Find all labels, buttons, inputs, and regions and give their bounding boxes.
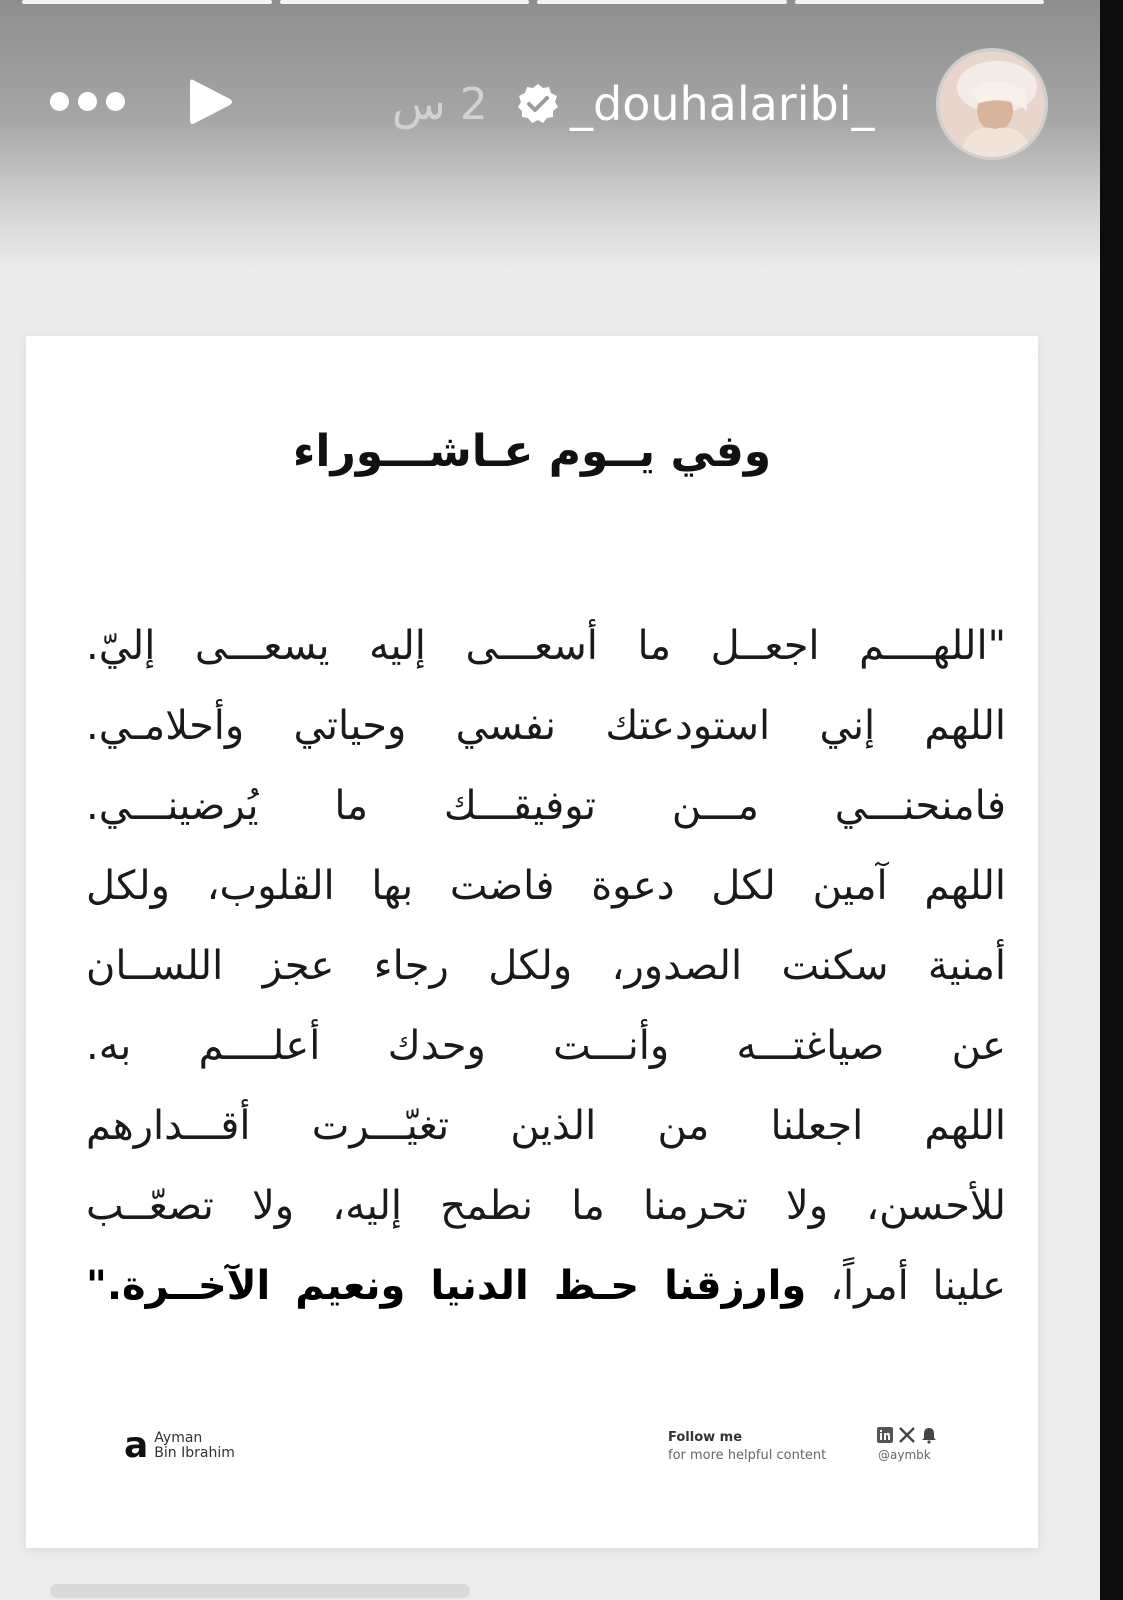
- play-icon[interactable]: [186, 76, 236, 128]
- more-dots-icon[interactable]: [50, 86, 130, 116]
- brand-name-last: Bin Ibrahim: [154, 1445, 235, 1461]
- linkedin-icon: [876, 1426, 894, 1444]
- bell-icon: [920, 1426, 938, 1444]
- story-header: [0, 40, 1100, 160]
- card-title: وفي يــوم عـاشـــوراء: [292, 426, 772, 477]
- text-line: عن صياغتـــه وأنـــت وحدك أعلــــم به.: [86, 1023, 1006, 1069]
- screen-edge: [1100, 0, 1123, 1600]
- social-handle: @aymbk: [878, 1448, 931, 1462]
- brand-name-first: Ayman: [154, 1430, 203, 1446]
- follow-title: Follow me: [668, 1430, 743, 1445]
- prayer-text: [86, 606, 1006, 1326]
- follow-block: [656, 1430, 966, 1476]
- progress-segment: [795, 0, 1045, 4]
- progress-segment: [22, 0, 272, 4]
- social-icons: [876, 1426, 938, 1444]
- story-progress-bar: [22, 0, 1044, 6]
- follow-subtitle: for more helpful content: [668, 1448, 827, 1463]
- last-line-bold: وارزقنا حـظ الدنيا ونعيم الآخــرة.": [86, 1263, 807, 1309]
- blurred-caption: [50, 1584, 470, 1598]
- text-line-last: [86, 1246, 1006, 1326]
- story-time: 2 س: [392, 79, 488, 130]
- last-line-plain: علينا أمراً،: [830, 1263, 1006, 1309]
- x-icon: [898, 1426, 916, 1444]
- progress-segment: [537, 0, 787, 4]
- verified-badge-icon: [516, 82, 560, 126]
- story-username[interactable]: _douhalaribi_: [570, 77, 875, 131]
- brand-logo-icon: a: [124, 1425, 149, 1466]
- text-line: اللهم إني استودعتك نفسي وحياتي وأحلامـي.: [86, 703, 1006, 749]
- author-brand: [124, 1425, 235, 1466]
- text-line: اللهم اجعلنا من الذين تغيّـــرت أقـــدارهم: [86, 1103, 1006, 1149]
- progress-segment: [280, 0, 530, 4]
- text-line: للأحسن، ولا تحرمنا ما نطمح إليه، ولا تصعّــب: [86, 1183, 1006, 1229]
- text-line: اللهم آمين لكل دعوة فاضت بها القلوب، ولكل: [86, 863, 1006, 909]
- text-line: "اللهــــم اجعــل ما أسعـــى إليه يسعـــى إليّ.: [86, 623, 1006, 669]
- text-line: أمنية سكنت الصدور، ولكل رجاء عجز اللســان: [86, 943, 1006, 989]
- text-line: فامنحنـــي مـــن توفيقـــك ما يُرضينـــي.: [86, 783, 1006, 829]
- profile-avatar[interactable]: [936, 48, 1048, 160]
- quote-card: [26, 336, 1038, 1548]
